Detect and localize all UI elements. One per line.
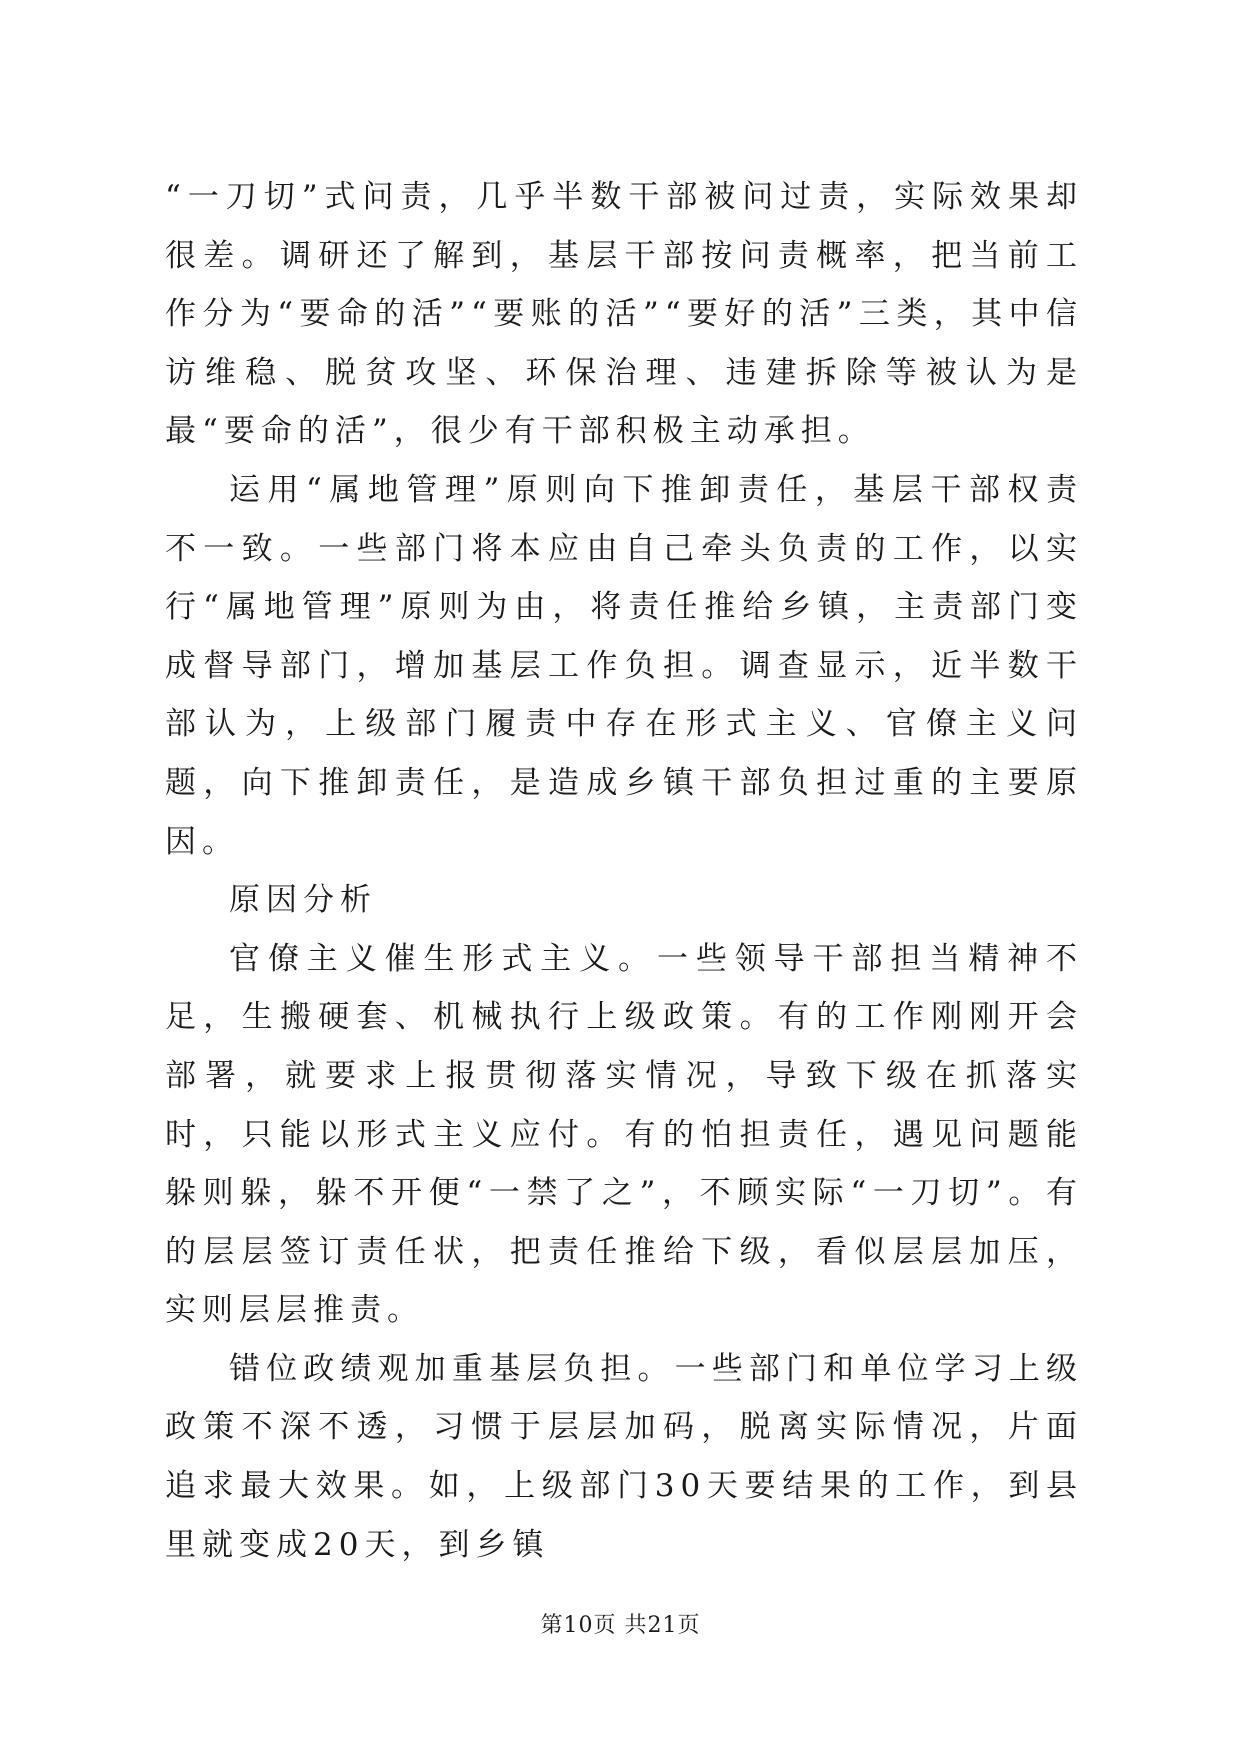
- paragraph-bureaucratism: 官僚主义催生形式主义。一些领导干部担当精神不足，生搬硬套、机械执行上级政策。有的工作刚刚开会部署，就要求上报贯彻落实情况，导致下级在抓落实时，只能以形式主义应付。有的怕担责任，遇见问题能躲则躲，躲不开便“一禁了之”，不顾实际“一刀切”。有的层层签订责任状，把责任推给下级，看似层层加压，实则层层推责。: [165, 940, 1083, 1329]
- section-heading-cause-analysis: 原因分析: [229, 882, 377, 919]
- body-text: [165, 168, 1083, 1574]
- paragraph-performance-view: 错位政绩观加重基层负担。一些部门和单位学习上级政策不深不透，习惯于层层加码，脱离实际情况，片面追求最大效果。如，上级部门30天要结果的工作，到县里就变成20天，到乡镇: [165, 1350, 1083, 1563]
- page-number-footer: 第10页 共21页: [540, 1613, 701, 1638]
- paragraph-continued: “一刀切”式问责，几乎半数干部被问过责，实际效果却很差。调研还了解到，基层干部按问责概率，把当前工作分为“要命的活”“要账的活”“要好的活”三类，其中信访维稳、脱贫攻坚、环保治理、违建拆除等被认为是最“要命的活”，很少有干部积极主动承担。: [165, 179, 1083, 450]
- paragraph-territorial-management: 运用“属地管理”原则向下推卸责任，基层干部权责不一致。一些部门将本应由自己牵头负责的工作，以实行“属地管理”原则为由，将责任推给乡镇，主责部门变成督导部门，增加基层工作负担。调查显示，近半数干部认为，上级部门履责中存在形式主义、官僚主义问题，向下推卸责任，是造成乡镇干部负担过重的主要原因。: [165, 471, 1083, 860]
